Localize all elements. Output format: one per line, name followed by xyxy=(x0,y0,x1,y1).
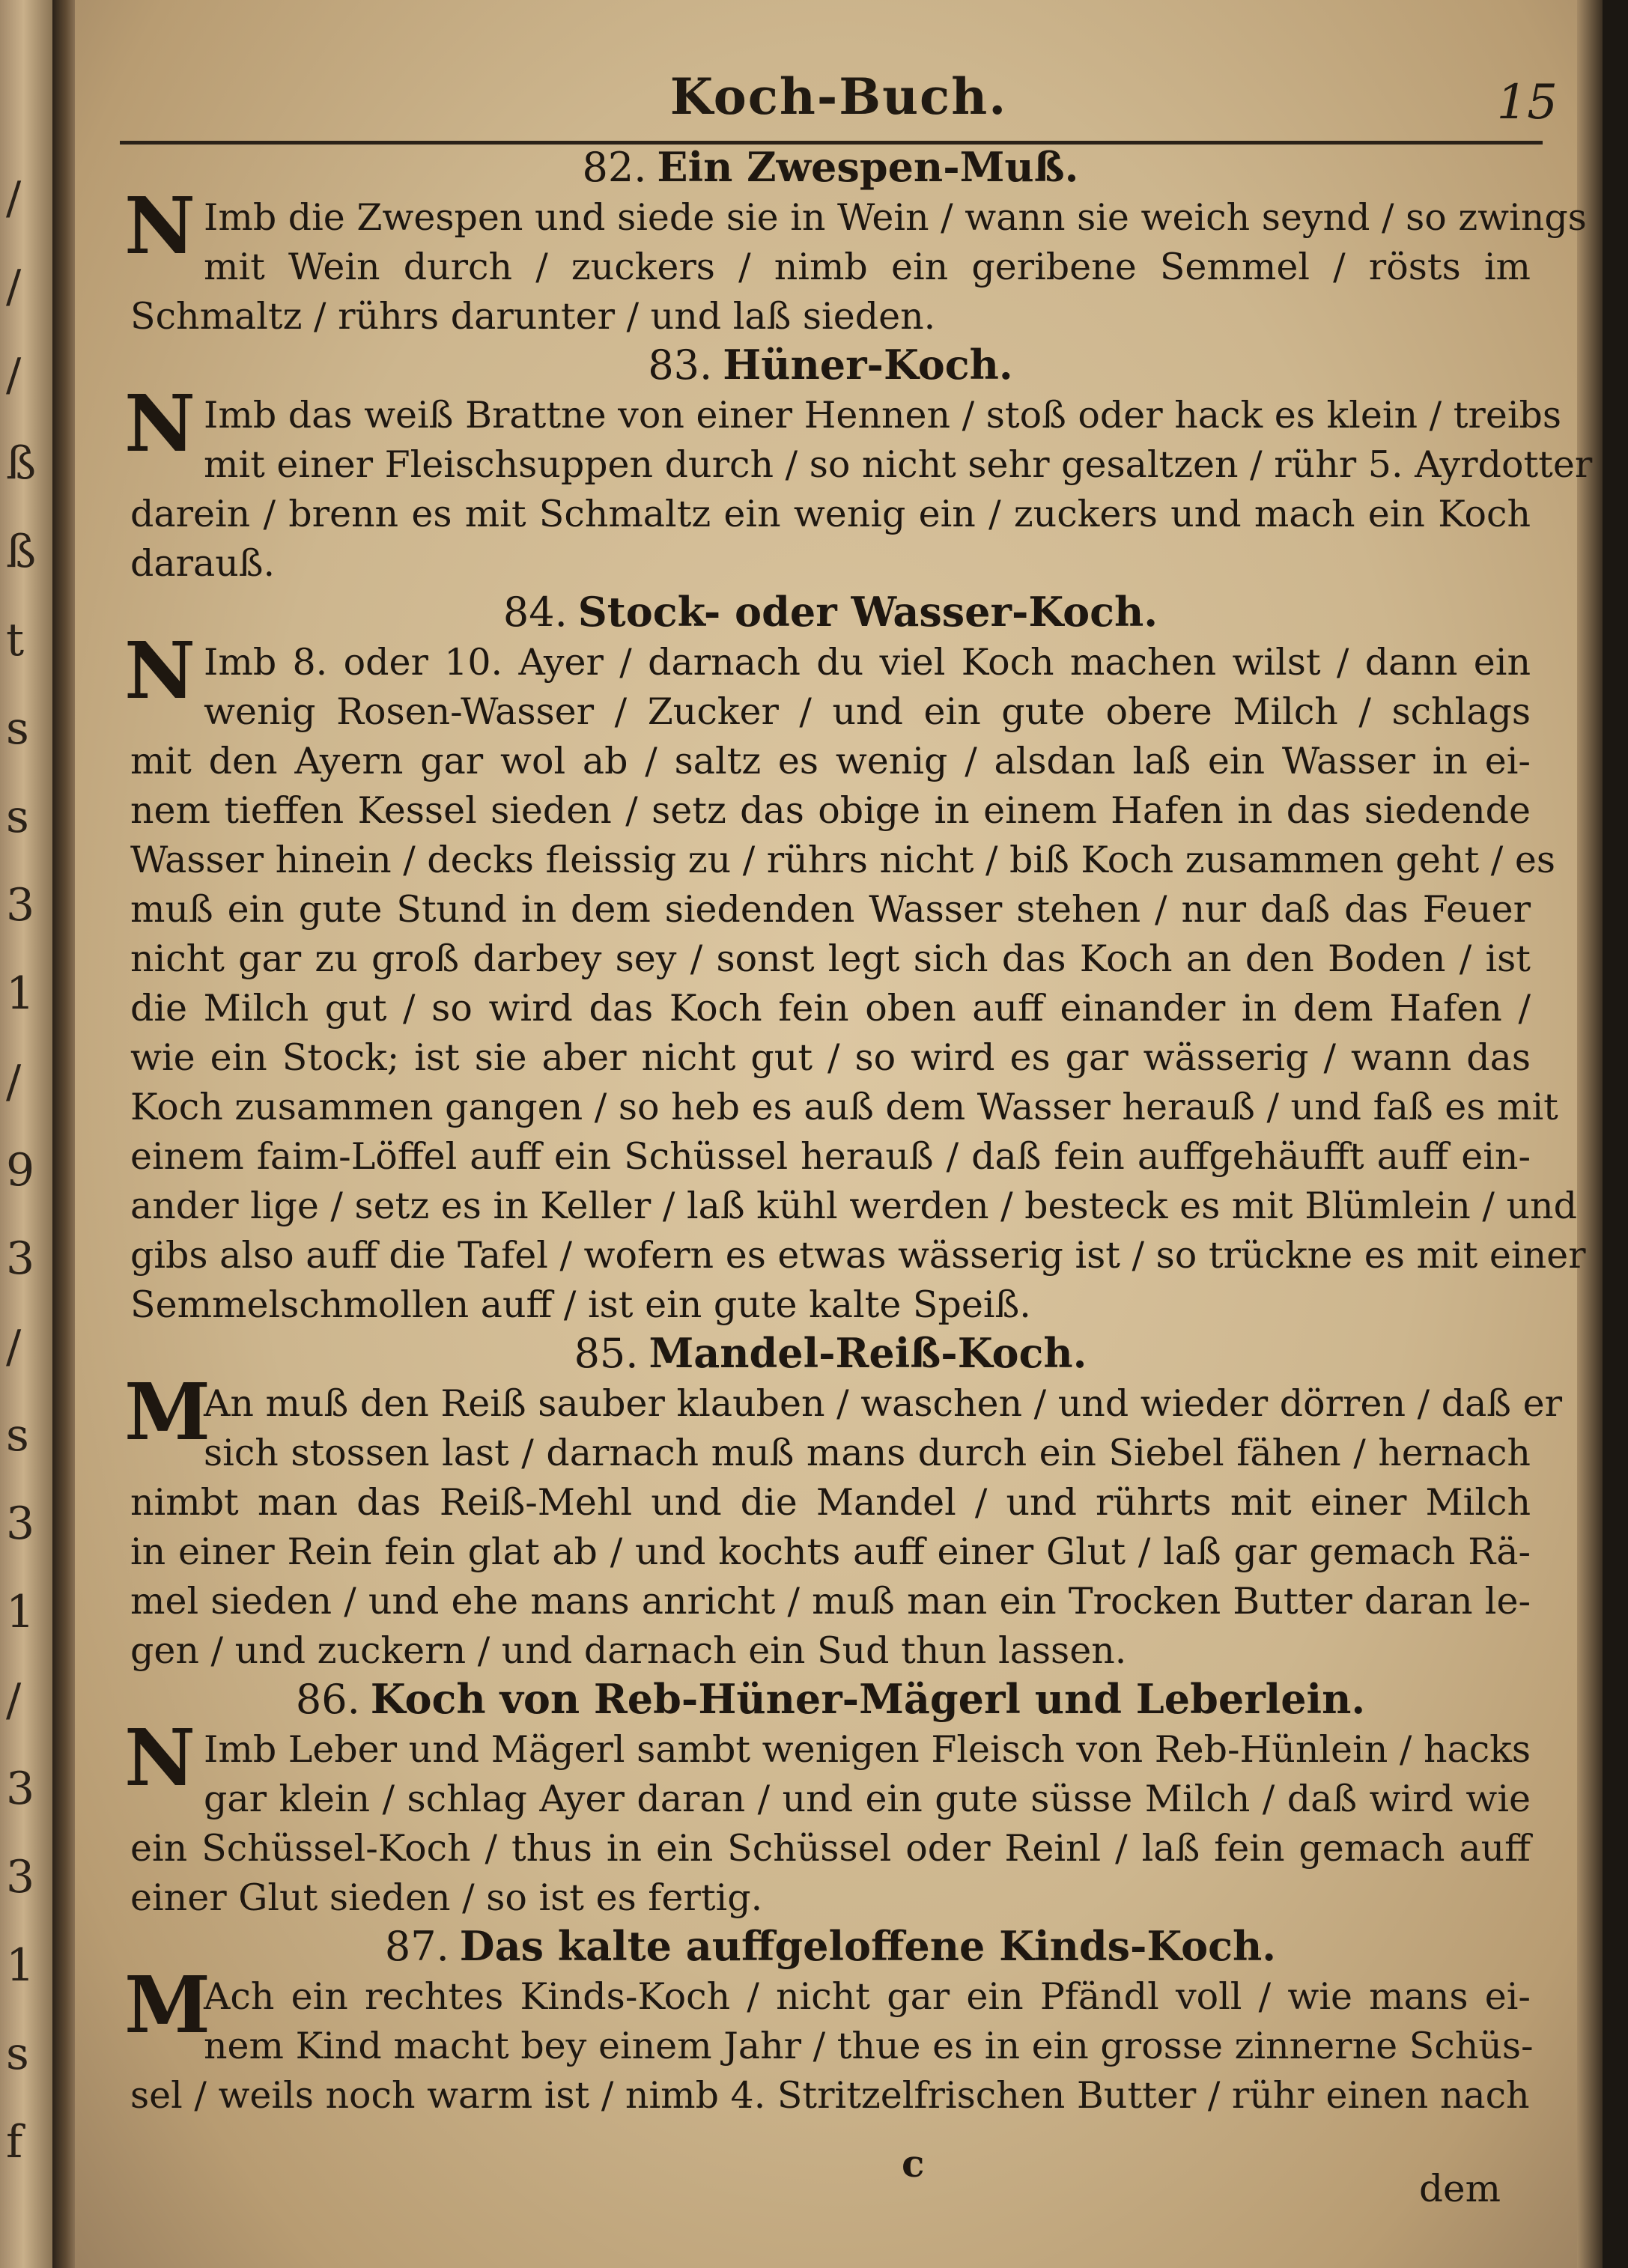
line-text: gibs also auff die Tafel / wofern es etwas wässerig ist / so trückne es mit einer xyxy=(130,1234,1586,1277)
recipe-heading: Mandel-Reiß-Koch. xyxy=(649,1329,1087,1377)
recipe-number: 84. xyxy=(502,589,568,636)
margin-mark: ß xyxy=(6,526,37,578)
margin-mark: 1 xyxy=(6,1586,35,1638)
margin-mark: s xyxy=(6,2028,29,2080)
margin-mark: 3 xyxy=(6,1851,35,1903)
margin-mark: s xyxy=(6,1409,29,1462)
text-line xyxy=(130,1824,1531,1873)
margin-mark: 3 xyxy=(6,1498,35,1550)
page-footer xyxy=(130,2141,1531,2209)
text-line xyxy=(130,687,1531,737)
recipe-number: 82. xyxy=(582,144,647,191)
signature-mark: c xyxy=(902,2141,925,2186)
margin-mark: / xyxy=(6,172,22,225)
text-line xyxy=(130,786,1531,836)
line-text: Imb die Zwespen und siede sie in Wein / wann sie weich seynd / so zwings xyxy=(204,196,1587,239)
margin-mark: 1 xyxy=(6,1939,35,1992)
drop-initial: N xyxy=(124,624,196,717)
line-text: sel / weils noch warm ist / nimb 4. Stritzelfrischen Butter / rühr einen nach xyxy=(130,2074,1530,2117)
line-text: Semmelschmollen auff / ist ein gute kalte Speiß. xyxy=(130,1283,1031,1326)
line-text: Imb Leber und Mägerl sambt wenigen Fleisch von Reb-Hünlein / hacks xyxy=(204,1728,1531,1771)
text-line xyxy=(130,243,1531,292)
recipe-heading: Stock- oder Wasser-Koch. xyxy=(577,588,1158,636)
line-text: nicht gar zu groß darbey sey / sonst legt sich das Koch an den Boden / ist xyxy=(130,937,1531,980)
left-page-edge xyxy=(0,0,52,2268)
margin-mark: 3 xyxy=(6,879,35,931)
drop-initial: M xyxy=(124,1366,211,1458)
recipe-heading: Hüner-Koch. xyxy=(723,341,1013,389)
margin-mark: f xyxy=(6,2116,23,2168)
text-line xyxy=(130,1626,1531,1676)
margin-mark: s xyxy=(6,702,29,755)
recipe-heading: Koch von Reb-Hüner-Mägerl und Leberlein. xyxy=(370,1675,1366,1723)
margin-mark: / xyxy=(6,349,22,401)
text-line xyxy=(130,1873,1531,1923)
text-line xyxy=(130,934,1531,984)
line-text: Ach ein rechtes Kinds-Koch / nicht gar ein Pfändl voll / wie mans ei- xyxy=(204,1975,1531,2018)
line-text: sich stossen last / darnach muß mans durch ein Siebel fähen / hernach xyxy=(204,1432,1531,1474)
recipe-number: 85. xyxy=(574,1330,639,1377)
line-text: mel sieden / und ehe mans anricht / muß man ein Trocken Butter daran le- xyxy=(130,1580,1531,1623)
line-text: Schmaltz / rührs darunter / und laß sieden. xyxy=(130,295,936,338)
text-line xyxy=(130,1083,1558,1132)
line-text: wie ein Stock; ist sie aber nicht gut / so wird es gar wässerig / wann das xyxy=(130,1036,1531,1079)
line-text: mit Wein durch / zuckers / nimb ein geribene Semmel / rösts im xyxy=(204,246,1531,288)
page-number: 15 xyxy=(1496,75,1558,130)
text-line xyxy=(130,292,1531,341)
recipe-title xyxy=(130,341,1531,391)
line-text: ein Schüssel-Koch / thus in ein Schüssel oder Reinl / laß fein gemach auff xyxy=(130,1827,1531,1870)
recipe-number: 86. xyxy=(295,1676,360,1723)
line-text: muß ein gute Stund in dem siedenden Wasser stehen / nur daß das Feuer xyxy=(130,888,1531,931)
text-line xyxy=(130,490,1531,539)
line-text: ander lige / setz es in Keller / laß kühl werden / besteck es mit Blümlein / und xyxy=(130,1185,1577,1227)
margin-mark: s xyxy=(6,791,29,843)
line-text: einem faim-Löffel auff ein Schüssel herauß / daß fein auffgehäufft auff ein- xyxy=(130,1135,1531,1178)
line-text: einer Glut sieden / so ist es fertig. xyxy=(130,1876,763,1919)
line-text: nem tieffen Kessel sieden / setz das obige in einem Hafen in das siedende xyxy=(130,789,1531,832)
margin-mark: 9 xyxy=(6,1144,35,1197)
text-line xyxy=(130,1478,1531,1527)
text-line xyxy=(130,440,1593,490)
margin-mark: ß xyxy=(6,437,37,490)
text-line xyxy=(130,984,1531,1033)
text-line xyxy=(130,836,1555,885)
margin-mark: / xyxy=(6,1321,22,1373)
recipe-title xyxy=(130,144,1531,193)
margin-mark: / xyxy=(6,1674,22,1727)
text-line xyxy=(130,885,1531,934)
recipe-title xyxy=(130,1676,1531,1725)
text-line xyxy=(130,1577,1531,1626)
line-text: gar klein / schlag Ayer daran / und ein gute süsse Milch / daß wird wie xyxy=(204,1778,1531,1820)
text-line xyxy=(130,737,1531,786)
line-text: wenig Rosen-Wasser / Zucker / und ein gute obere Milch / schlags xyxy=(204,690,1531,733)
drop-initial: N xyxy=(124,180,196,272)
line-text: nem Kind macht bey einem Jahr / thue es in ein grosse zinnerne Schüs- xyxy=(204,2025,1534,2067)
text-line xyxy=(130,2071,1531,2120)
catchword: dem xyxy=(1418,2167,1501,2210)
recipe-title xyxy=(130,1330,1531,1379)
margin-mark: 3 xyxy=(6,1232,35,1285)
margin-mark: t xyxy=(6,614,25,666)
line-text: Imb 8. oder 10. Ayer / darnach du viel Koch machen wilst / dann ein xyxy=(204,641,1531,684)
recipe-title xyxy=(130,1923,1531,1972)
text-line xyxy=(130,2022,1534,2071)
text-line xyxy=(130,1527,1531,1577)
recipe-text xyxy=(124,143,1593,2120)
line-text: die Milch gut / so wird das Koch fein oben auff einander in dem Hafen / xyxy=(130,987,1531,1030)
line-text: Koch zusammen gangen / so heb es auß dem Wasser herauß / und faß es mit xyxy=(130,1086,1558,1128)
page-header xyxy=(120,67,1558,150)
margin-mark: 3 xyxy=(6,1763,35,1815)
text-line xyxy=(130,1132,1531,1182)
recipe-heading: Ein Zwespen-Muß. xyxy=(657,143,1079,191)
right-page-edge xyxy=(1577,0,1603,2268)
drop-initial: N xyxy=(124,377,196,469)
text-line xyxy=(130,1280,1531,1330)
line-text: mit einer Fleischsuppen durch / so nicht sehr gesaltzen / rühr 5. Ayrdotter xyxy=(204,443,1593,486)
line-text: An muß den Reiß sauber klauben / waschen / und wieder dörren / daß er xyxy=(204,1382,1563,1425)
margin-mark: / xyxy=(6,261,22,313)
line-text: darein / brenn es mit Schmaltz ein wenig ein / zuckers und mach ein Koch xyxy=(130,493,1531,535)
text-line xyxy=(130,1775,1531,1824)
recipe-number: 83. xyxy=(648,341,713,389)
running-head: Koch-Buch. xyxy=(669,67,1008,126)
margin-mark: / xyxy=(6,1056,22,1108)
text-line xyxy=(130,1033,1531,1083)
recipe-number: 87. xyxy=(384,1923,449,1970)
line-text: nimbt man das Reiß-Mehl und die Mandel / und rührts mit einer Milch xyxy=(130,1481,1531,1524)
text-line xyxy=(130,1231,1586,1280)
line-text: in einer Rein fein glat ab / und kochts auff einer Glut / laß gar gemach Rä- xyxy=(130,1530,1531,1573)
line-text: mit den Ayern gar wol ab / saltz es wenig / alsdan laß ein Wasser in ei- xyxy=(130,740,1531,782)
text-line xyxy=(130,1182,1577,1231)
line-text: gen / und zuckern / und darnach ein Sud thun lassen. xyxy=(130,1629,1127,1672)
line-text: Wasser hinein / decks fleissig zu / rührs nicht / biß Koch zusammen geht / es xyxy=(130,839,1555,881)
drop-initial: N xyxy=(124,1712,196,1804)
line-text: Imb das weiß Brattne von einer Hennen / stoß oder hack es klein / treibs xyxy=(204,394,1561,437)
drop-initial: M xyxy=(124,1959,211,2051)
recipe-title xyxy=(130,589,1531,638)
book-gutter xyxy=(52,0,75,2268)
book-page xyxy=(75,0,1603,2268)
line-text: darauß. xyxy=(130,542,276,585)
text-line xyxy=(130,539,1531,589)
recipe-heading: Das kalte auffgeloffene Kinds-Koch. xyxy=(459,1922,1277,1970)
text-line xyxy=(130,1429,1531,1478)
margin-mark: 1 xyxy=(6,967,35,1020)
